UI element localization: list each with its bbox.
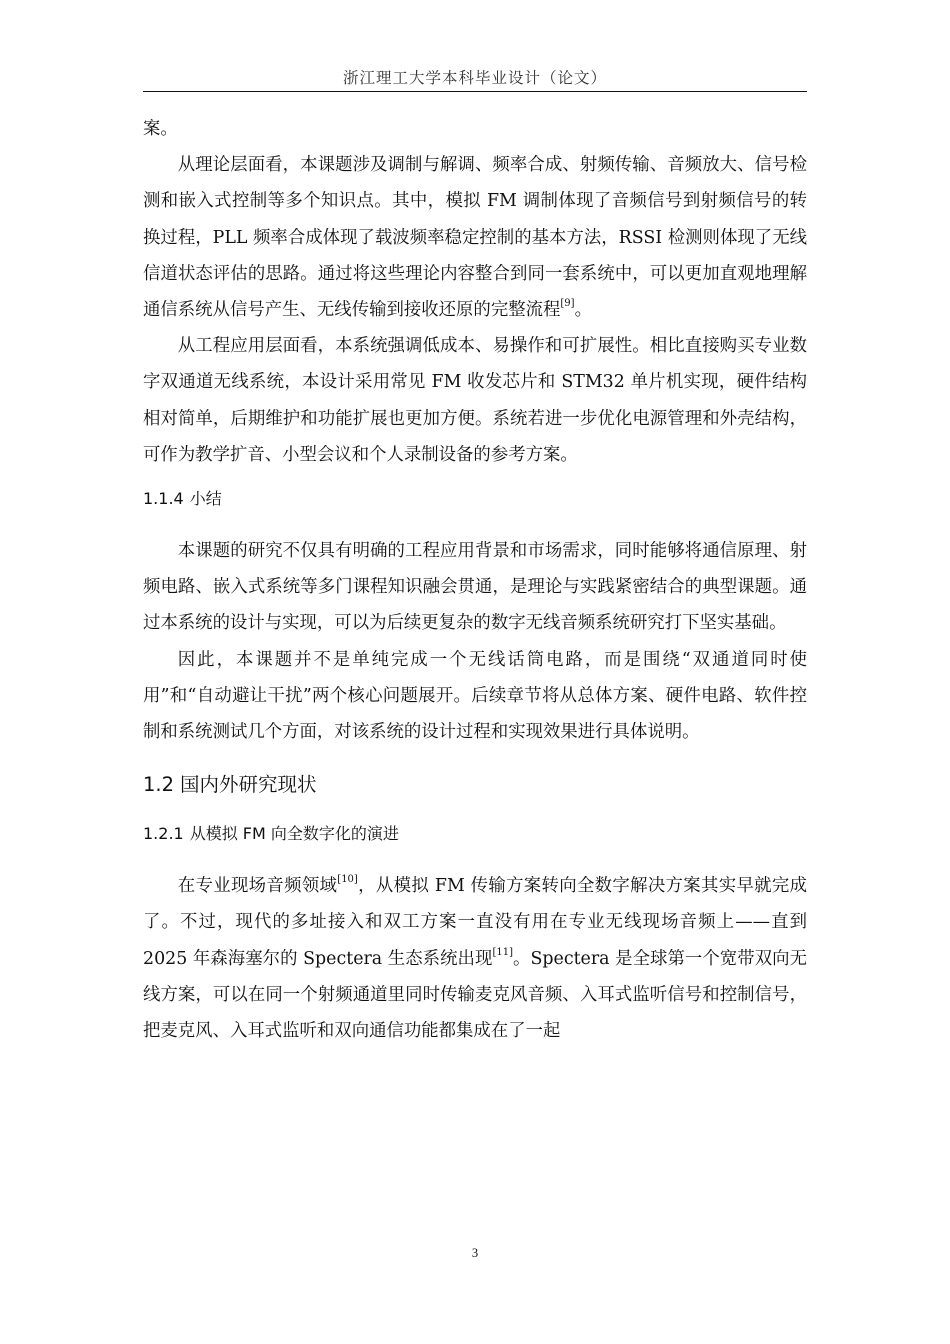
paragraph [143,111,807,147]
paragraph [143,533,807,642]
paragraph [143,147,807,328]
heading-number: 1.2 [143,773,175,797]
page-body [143,111,807,1049]
running-header: 浙江理工大学本科毕业设计（论文） [342,69,607,87]
citation: [11] [492,946,513,958]
heading-number: 1.1.4 [143,489,184,509]
subsection-heading [143,822,807,846]
subsection-heading [143,487,807,511]
page-number: 3 [471,1246,479,1260]
section-heading [143,770,807,800]
paragraph-text: 在专业现场音频领域 [177,876,338,897]
paragraph [143,328,807,473]
header-rule [143,91,807,92]
heading-title: 从模拟 FM 向全数字化的演进 [189,824,399,844]
paragraph [143,868,807,1049]
paragraph-text: ，从模拟 FM 传输方案转向全数字解决方案其实早就完成了。不过，现代的多址接入和双工方案一直没有用在专业无线现场音频上——直到 2025 年森海塞尔的 Spectera 生态系统出现 [143,876,807,969]
heading-number: 1.2.1 [143,824,184,844]
paragraph [143,642,807,751]
paragraph-text: 本课题的研究不仅具有明确的工程应用背景和市场需求，同时能够将通信原理、射频电路、嵌入式系统等多门课程知识融会贯通，是理论与实践紧密结合的典型课题。通过本系统的设计与实现，可以为后续更复杂的数字无线音频系统研究打下坚实基础。 [143,541,807,634]
paragraph-text: 因此，本课题并不是单纯完成一个无线话筒电路，而是围绕“双通道同时使用”和“自动避让干扰”两个核心问题展开。后续章节将从总体方案、硬件电路、软件控制和系统测试几个方面，对该系统的设计过程和实现效果进行具体说明。 [143,649,807,743]
paragraph-text: 案。 [143,119,178,139]
citation: [10] [337,874,358,886]
paragraph-text: 从工程应用层面看，本系统强调低成本、易操作和可扩展性。相比直接购买专业数字双通道无线系统，本设计采用常见 FM 收发芯片和 STM32 单片机实现，硬件结构相对简单，后期维护和功能扩展也更加方便。系统若进一步优化电源管理和外壳结构，可作为教学扩音、小型会议和个人录制设备的参考方案。 [143,336,807,465]
paragraph-text: 从理论层面看，本课题涉及调制与解调、频率合成、射频传输、音频放大、信号检测和嵌入式控制等多个知识点。其中，模拟 FM 调制体现了音频信号到射频信号的转换过程，PLL 频率合成体现了载波频率稳定控制的基本方法，RSSI 检测则体现了无线信道状态评估的思路。通过将这些理论内容整合到同一套系统中，可以更加直观地理解通信系统从信号产生、无线传输到接收还原的完整流程 [143,155,807,321]
paragraph-text: 。Spectera 是全球第一个宽带双向无线方案，可以在同一个射频通道里同时传输麦克风音频、入耳式监听信号和控制信号，把麦克风、入耳式监听和双向通信功能都集成在了一起 [143,948,807,1042]
heading-title: 小结 [189,489,222,509]
heading-title: 国内外研究现状 [180,773,317,797]
citation: [9] [560,298,575,310]
paragraph-text: 。 [574,300,592,321]
